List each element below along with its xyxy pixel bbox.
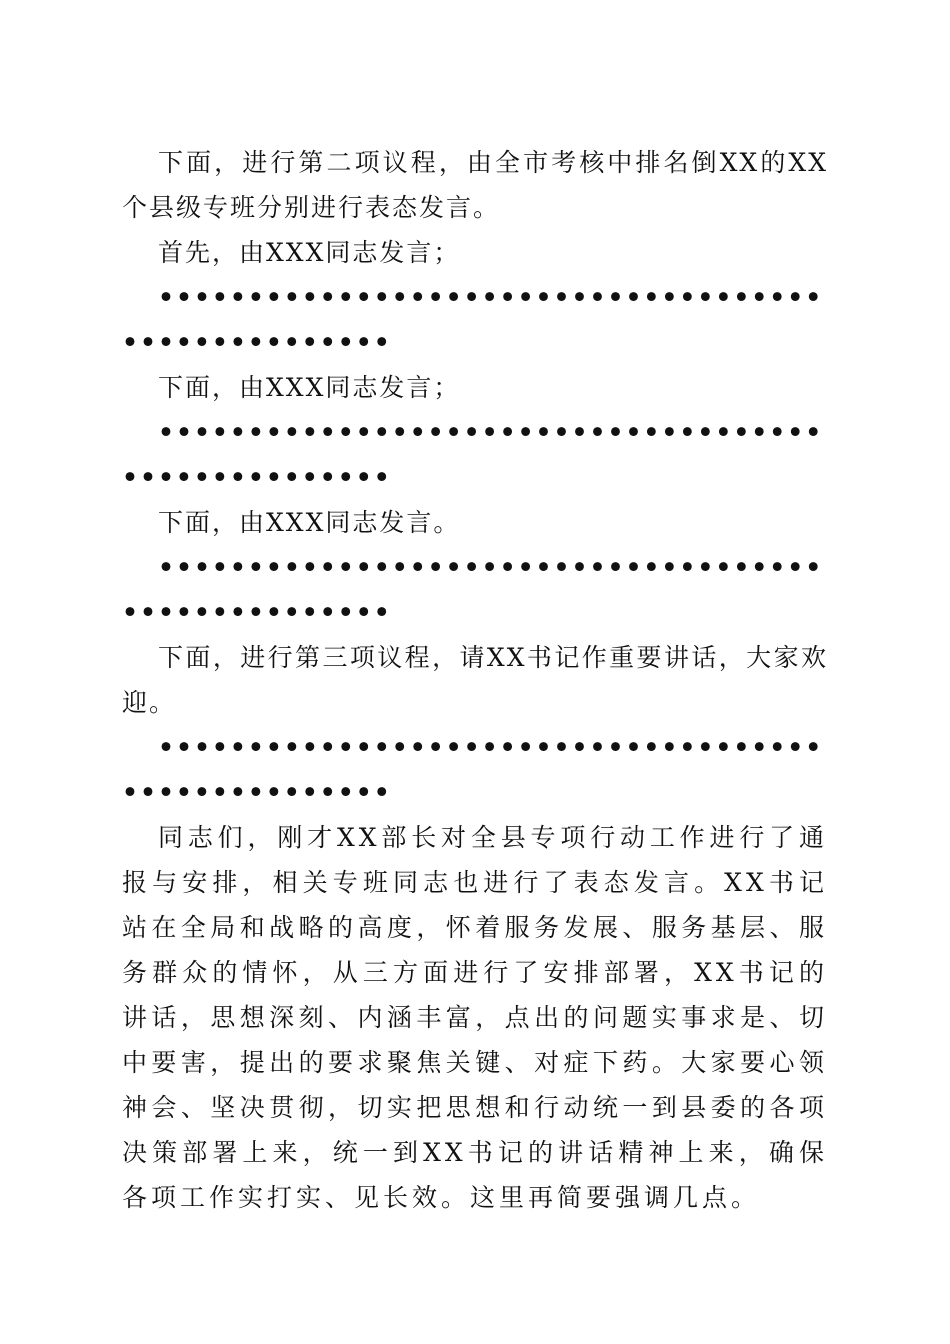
paragraph-second-speaker: 下面，由XXX同志发言； [158,373,461,402]
paragraph-agenda-two: 下面，进行第二项议程，由全市考核中排名倒XX的XX个县级专班分别进行表态发言。 [122,148,828,222]
paragraph-summary: 同志们，刚才XX部长对全县专项行动工作进行了通报与安排，相关专班同志也进行了表态发言。XX书记站在全局和战略的高度，怀着服务发展、服务基层、服务群众的情怀，从三方面进行了安排部署，XX书记的讲话，思想深刻、内涵丰富，点出的问题实事求是、切中要害，提出的要求聚焦关键、对症下药。大家要心领神会、坚决贯彻，切实把思想和行动统一到县委的各项决策部署上来，统一到XX书记的讲话精神上来，确保各项工作实打实、见长效。这里再简要强调几点。 [122,823,828,1212]
paragraph-third-speaker: 下面，由XXX同志发言。 [158,508,461,537]
ellipsis-dots: •••••••••••••••••••••••••••••••••••••••••••••••••••• [122,553,824,627]
ellipsis-dots: •••••••••••••••••••••••••••••••••••••••••••••••••••• [122,418,824,492]
paragraph-first-speaker: 首先，由XXX同志发言； [158,238,461,267]
paragraph-agenda-three: 下面，进行第三项议程，请XX书记作重要讲话，大家欢迎。 [122,643,828,717]
document-page [122,140,828,1220]
ellipsis-dots: •••••••••••••••••••••••••••••••••••••••••••••••••••• [122,283,824,357]
ellipsis-dots: •••••••••••••••••••••••••••••••••••••••••••••••••••• [122,733,824,807]
